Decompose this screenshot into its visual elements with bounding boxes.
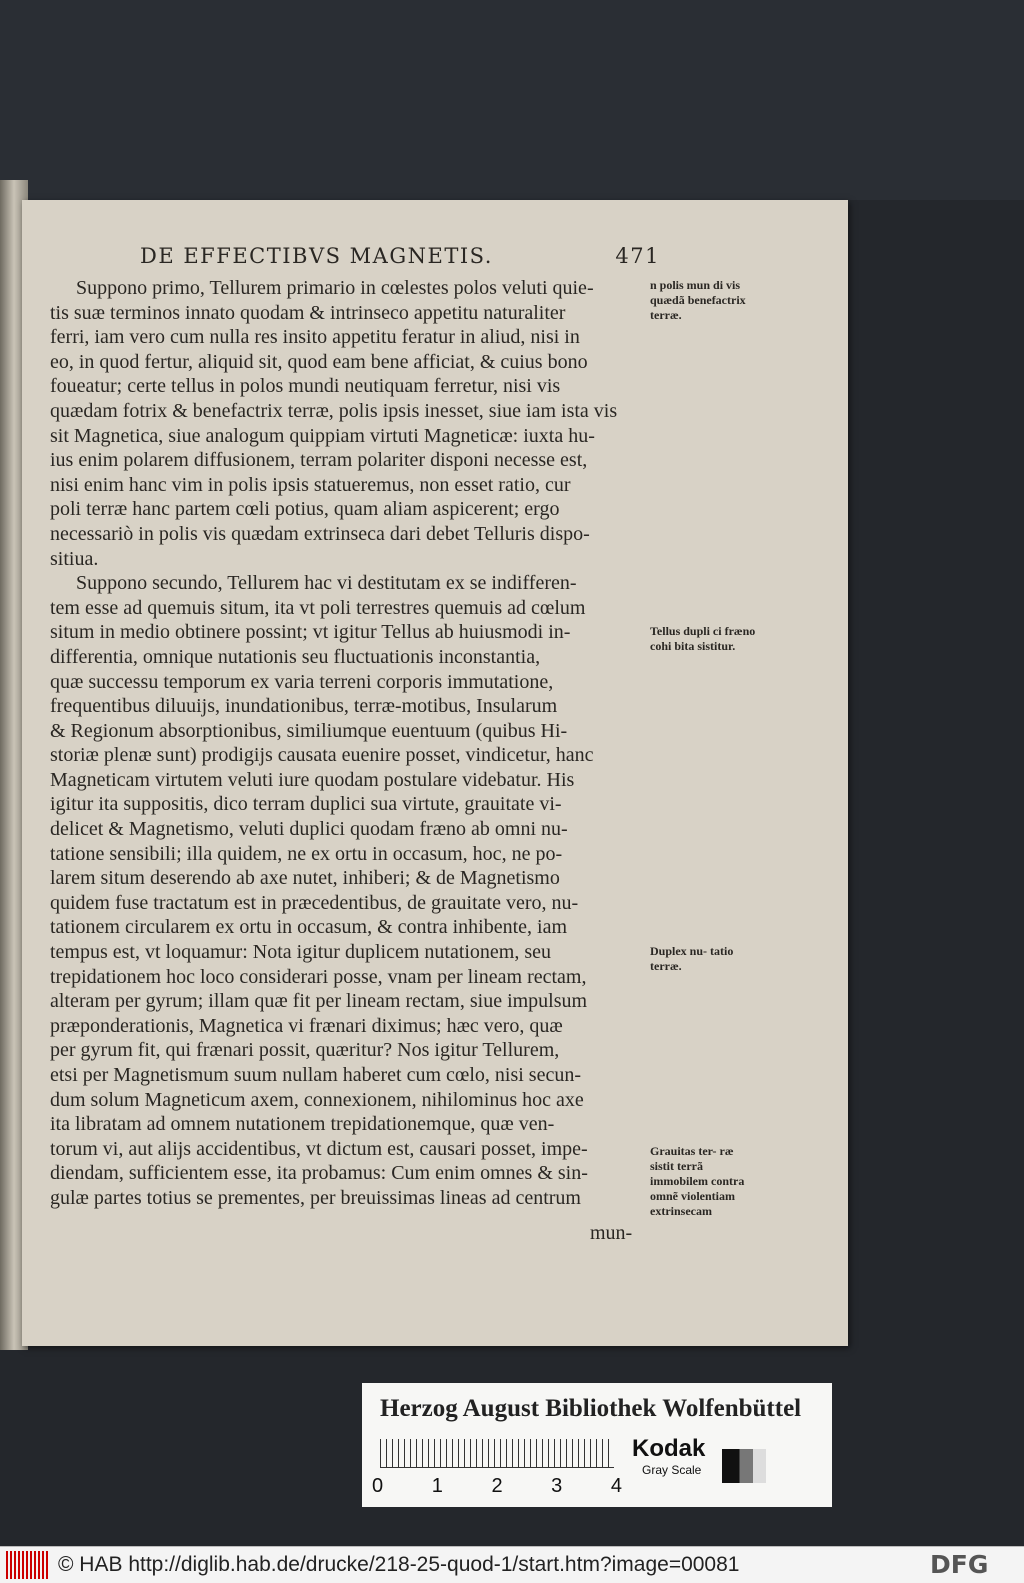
text-line: trepidationem hoc loco considerari posse, vnam per lineam rectam,: [50, 965, 587, 988]
running-head: [140, 244, 660, 268]
text-line: delicet & Magnetismo, veluti duplici quodam fræno ab omni nu-: [50, 818, 568, 841]
footer-credit: © HAB http://diglib.hab.de/drucke/218-25-quod-1/start.htm?image=00081: [58, 1553, 740, 1576]
ruler-number: 3: [551, 1475, 563, 1497]
text-line: Suppono secundo, Tellurem hac vi destitutam ex se indifferen-: [76, 572, 577, 595]
text-line: torum vi, aut alijs accidentibus, vt dictum est, causari posset, impe-: [50, 1137, 588, 1160]
ruler: [380, 1439, 614, 1468]
text-line: foueatur; certe tellus in polos mundi neutiquam ferretur, nisi vis: [50, 375, 561, 398]
body-text: [50, 276, 660, 1211]
text-line: alteram per gyrum; illam quæ fit per lineam rectam, siue impulsum: [50, 990, 588, 1013]
text-line: etsi per Magnetismum suum nullam haberet cum cœlo, nisi secun-: [50, 1064, 581, 1086]
marginal-note: Duplex nu- tatio terræ.: [650, 944, 734, 973]
footer-bar: [0, 1546, 1024, 1583]
book-page: [22, 200, 848, 1346]
text-line: gulæ partes totius se prementes, per breuissimas lineas ad centrum: [50, 1186, 581, 1209]
text-line: larem situm deserendo ab axe nutet, inhiberi; & de Magnetismo: [50, 867, 560, 890]
ruler-number: 2: [491, 1475, 503, 1497]
text-line: ius enim polarem diffusionem, terram polariter disponi necesse est,: [50, 449, 588, 472]
gray-scale-patch: [722, 1449, 766, 1483]
text-line: dum solum Magneticum axem, connexionem, nihilominus hoc axe: [50, 1088, 584, 1111]
marginal-note: n polis mun di vis quædã benefactrix terræ.: [650, 278, 746, 322]
text-line: tationem circularem ex ortu in occasum, & contra inhibente, iam: [50, 916, 568, 939]
ruler-number: 0: [372, 1475, 384, 1497]
text-line: per gyrum fit, qui frænari possit, quæritur? Nos igitur Tellurem,: [50, 1039, 560, 1062]
page-number: 471: [615, 244, 660, 268]
text-line: sitiua.: [50, 547, 99, 570]
text-line: & Regionum absorptionibus, similiumque euentuum (quibus Hi-: [50, 719, 568, 742]
running-head-title: DE EFFECTIBVS MAGNETIS.: [140, 244, 493, 268]
background: [0, 0, 1024, 200]
ruler-number: 1: [431, 1475, 443, 1497]
marginal-note: Grauitas ter- ræ sistit terrã immobilem contra omnẽ violentiam extrinsecam: [650, 1144, 745, 1218]
text-line: tem esse ad quemuis situm, ita vt poli terrestres quemuis ad cœlum: [50, 596, 586, 619]
text-line: Suppono primo, Tellurem primario in cœlestes polos veluti quie-: [76, 277, 594, 299]
text-line: nisi enim hanc vim in polis ipsis statueremus, non esset ratio, cur: [50, 473, 571, 496]
text-line: tis suæ terminos innato quodam & intrinseco appetitu naturaliter: [50, 301, 566, 324]
dfg-logo: DFG: [930, 1550, 989, 1579]
text-line: differentia, omnique nutationis seu fluctuationis inconstantia,: [50, 645, 541, 668]
catchword: mun-: [590, 1222, 633, 1244]
ruler-numbers: [372, 1475, 622, 1498]
text-line: ferri, iam vero cum nulla res insito appetitu feratur in aliud, nisi in: [50, 326, 580, 349]
text-line: tatione sensibili; illa quidem, ne ex ortu in occasum, hoc, ne po-: [50, 842, 563, 865]
kodak-logo: Kodak: [632, 1435, 706, 1462]
text-line: situm in medio obtinere possint; vt igitur Tellus ab huiusmodi in-: [50, 621, 571, 644]
text-line: tempus est, vt loquamur: Nota igitur duplicem nutationem, seu: [50, 941, 552, 964]
text-line: diendam, sufficientem esse, ita probamus: Cum enim omnes & sin-: [50, 1162, 588, 1185]
text-line: quædam fotrix & benefactrix terræ, polis ipsis inesset, siue iam ista vis: [50, 399, 618, 422]
ruler-number: 4: [610, 1475, 622, 1497]
library-name: Herzog August Bibliothek Wolfenbüttel: [380, 1395, 802, 1422]
text-line: frequentibus diluuijs, inundationibus, terræ-motibus, Insularum: [50, 695, 558, 718]
hab-barcode-icon: [6, 1551, 50, 1579]
marginal-note: Tellus dupli ci fræno cohi bita sistitur.: [650, 624, 756, 653]
text-line: poli terræ hanc partem cœli potius, quam aliam aspicerent; ergo: [50, 498, 560, 521]
text-line: quæ successu temporum ex varia terreni corporis immutatione,: [50, 670, 554, 693]
text-line: eo, in quod fertur, aliquid sit, quod eam bene afficiat, & cuius bono: [50, 350, 588, 373]
text-line: necessariò in polis vis quædam extrinseca dari debet Telluris dispo-: [50, 522, 590, 545]
color-target-card: [362, 1383, 832, 1507]
text-line: quidem fuse tractatum est in præcedentibus, de grauitate vero, nu-: [50, 891, 579, 914]
text-line: præponderationis, Magnetica vi frænari diximus; hæc vero, quæ: [50, 1014, 563, 1037]
text-line: storiæ plenæ sunt) prodigijs causata euenire posset, vindicetur, hanc: [50, 744, 594, 767]
text-line: ita libratam ad omnem nutationem trepidationemque, quæ ven-: [50, 1113, 555, 1136]
text-line: Magneticam virtutem veluti iure quodam postulare videbatur. His: [50, 768, 575, 791]
gray-scale-label: Gray Scale: [642, 1463, 702, 1477]
text-line: igitur ita suppositis, dico terram duplici sua virtute, grauitate vi-: [50, 793, 562, 816]
text-line: sit Magnetica, siue analogum quippiam virtuti Magneticæ: iuxta hu-: [50, 424, 595, 447]
